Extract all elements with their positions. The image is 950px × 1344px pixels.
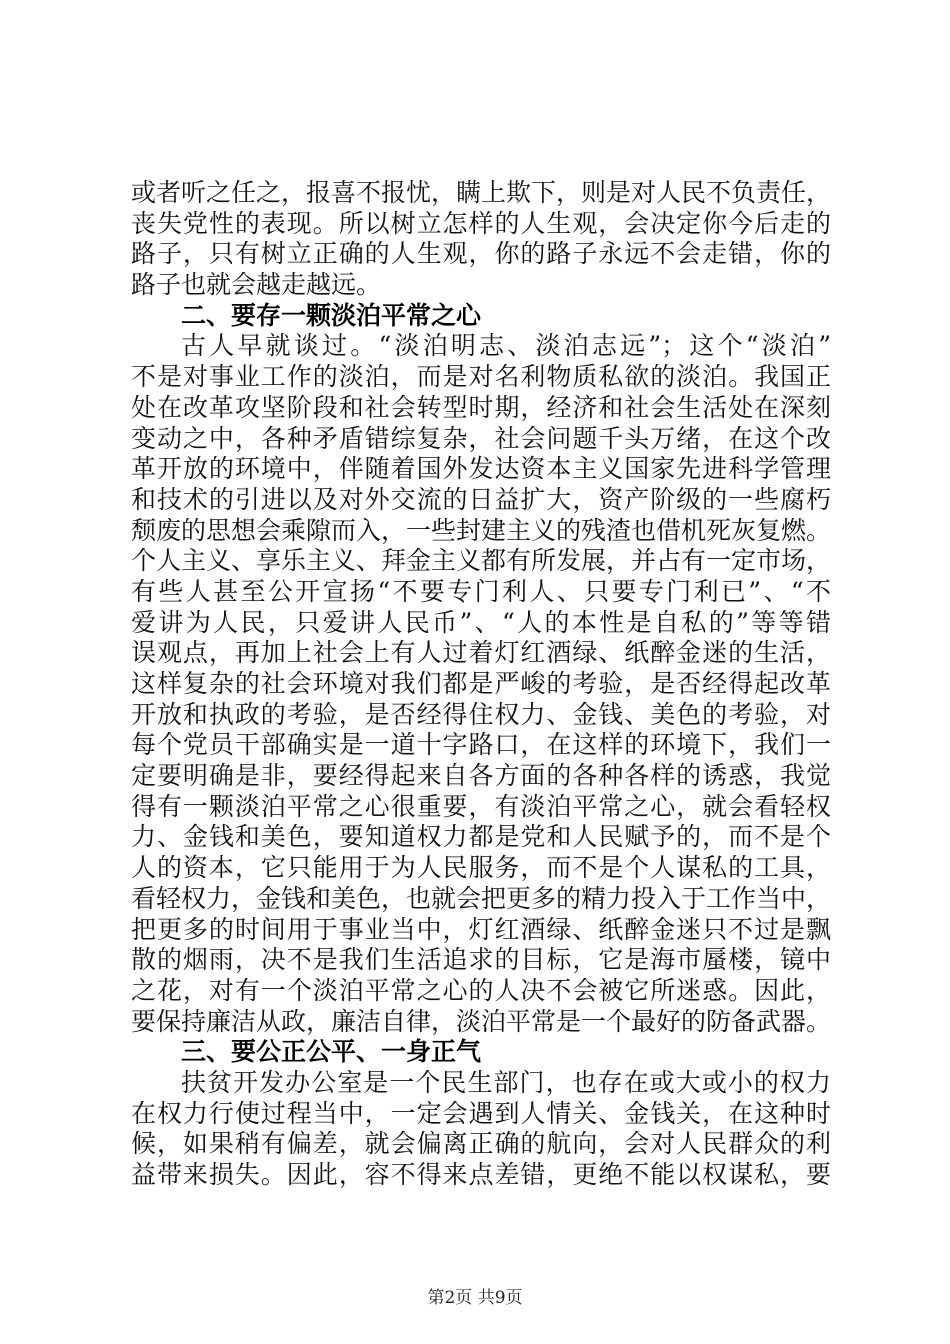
text-line: 之花，对有一个淡泊平常之心的人决不会被它所迷惑。因此， (131, 975, 831, 1005)
paragraph-3 (131, 1068, 831, 1191)
text-line: 处在改革攻坚阶段和社会转型时期，经济和社会生活处在深刻 (131, 392, 831, 422)
paragraph-1 (131, 178, 831, 301)
text-line: 个人主义、享乐主义、拜金主义都有所发展，并占有一定市场， (131, 546, 832, 576)
page-number: 第2页 共9页 (427, 1288, 523, 1308)
text-line: 要保持廉洁从政，廉洁自律，淡泊平常是一个最好的防备武器。 (131, 1006, 832, 1036)
text-line: 路子也就会越走越远。 (131, 270, 382, 300)
text-line: 定要明确是非，要经得起来自各方面的各种各样的诱惑，我觉 (131, 761, 831, 791)
section-heading-2: 二、要存一颗淡泊平常之心 (181, 300, 482, 330)
text-line: 人的资本，它只能用于为人民服务，而不是个人谋私的工具， (131, 853, 831, 883)
text-line: 和技术的引进以及对外交流的日益扩大，资产阶级的一些腐朽 (131, 484, 831, 514)
text-line: 颓废的思想会乘隙而入，一些封建主义的残渣也借机死灰复燃。 (131, 515, 832, 545)
text-line: 把更多的时间用于事业当中，灯红酒绿、纸醉金迷只不过是飘 (131, 914, 831, 944)
text-line: 革开放的环境中，伴随着国外发达资本主义国家先进科学管理 (131, 454, 831, 484)
text-line: 这样复杂的社会环境对我们都是严峻的考验，是否经得起改革 (131, 669, 831, 698)
text-line: 有些人甚至公开宣扬“不要专门利人、只要专门利已”、“不 (131, 576, 831, 606)
text-line: 误观点，再加上社会上有人过着灯红酒绿、纸醉金迷的生活， (131, 638, 831, 668)
text-line: 爱讲为人民，只爱讲人民币”、“人的本性是自私的”等等错 (131, 607, 831, 637)
text-line: 扶贫开发办公室是一个民生部门，也存在或大或小的权力 (181, 1067, 831, 1097)
text-line: 丧失党性的表现。所以树立怎样的人生观，会决定你今后走的 (131, 208, 831, 238)
page-footer (0, 1283, 950, 1308)
document-body (131, 178, 831, 1191)
text-line: 力、金钱和美色，要知道权力都是党和人民赋予的，而不是个 (131, 822, 831, 852)
text-line: 古人早就谈过。“淡泊明志、淡泊志远”；这个“淡泊” (181, 331, 831, 361)
text-line: 每个党员干部确实是一道十字路口，在这样的环境下，我们一 (131, 730, 831, 760)
text-line: 路子，只有树立正确的人生观，你的路子永远不会走错，你的 (131, 239, 831, 269)
text-line: 益带来损失。因此，容不得来点差错，更绝不能以权谋私，要 (131, 1160, 831, 1189)
section-heading-3: 三、要公正公平、一身正气 (181, 1037, 482, 1067)
text-line: 变动之中，各种矛盾错综复杂，社会问题千头万绪，在这个改 (131, 423, 831, 453)
paragraph-2 (131, 331, 831, 1037)
text-line: 看轻权力，金钱和美色，也就会把更多的精力投入于工作当中， (131, 883, 832, 913)
text-line: 不是对事业工作的淡泊，而是对名利物质私欲的淡泊。我国正 (131, 362, 831, 392)
text-line: 或者听之任之，报喜不报忧，瞒上欺下，则是对人民不负责任， (131, 178, 832, 207)
text-line: 散的烟雨，决不是我们生活追求的目标，它是海市蜃楼，镜中 (131, 945, 831, 975)
text-line: 开放和执政的考验，是否经得住权力、金钱、美色的考验，对 (131, 699, 831, 729)
text-line: 得有一颗淡泊平常之心很重要，有淡泊平常之心，就会看轻权 (131, 791, 831, 821)
text-line: 候，如果稍有偏差，就会偏离正确的航向，会对人民群众的利 (131, 1129, 831, 1159)
text-line: 在权力行使过程当中，一定会遇到人情关、金钱关，在这种时 (131, 1098, 831, 1128)
